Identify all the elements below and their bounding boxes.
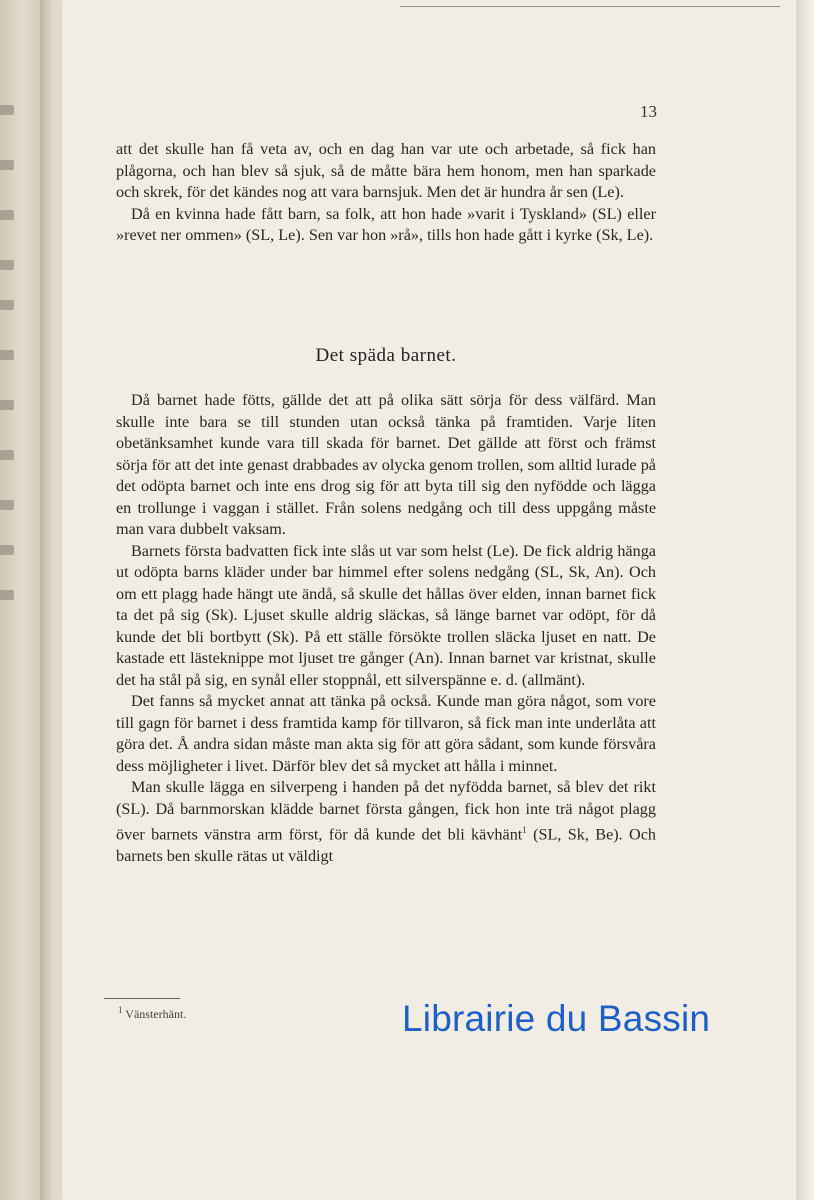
bleed-mark (0, 260, 14, 270)
footnote-mark: 1 (118, 1005, 123, 1015)
scan-edge-line (400, 6, 780, 7)
paragraph: att det skulle han få veta av, och en dag han var ute och arbetade, så fick han plågorna, och han blev så sjuk, så de måtte bära hem honom, men han sparkade och skrek, för det kändes nog att vara barnsjuk. Men det är hundra år sen (Le). (116, 140, 656, 201)
page-number: 13 (640, 102, 657, 121)
bleed-mark (0, 160, 14, 170)
paragraph: Då barnet hade fötts, gällde det att på olika sätt sörja för dess välfärd. Man skulle inte bara se till stunden utan också tänka på framtiden. Varje liten obetänksamhet kunde vara till skada för barnet. Det gällde att först och främst sörja för att det inte genast drabbades av olycka genom trollen, som alltid lurade på det odöpta barnet och inte ens drog sig för att byta till sig den nyfödde och lägga en trollunge i vaggan i stället. Från solens nedgång och till dess uppgång måste man vara dubbelt vaksam. (116, 391, 656, 538)
body-text-block (116, 390, 656, 867)
bleed-mark (0, 400, 14, 410)
paragraph: Det fanns så mycket annat att tänka på också. Kunde man göra något, som vore till gagn för barnet i dess framtida kamp för tillvaron, så fick man inte underlåta att göra det. Å andra sidan måste man akta sig för att göra sådant, som kunde försvåra dess möjligheter i livet. Därför blev det så mycket att hålla i minnet. (116, 692, 656, 775)
paragraph: Då en kvinna hade fått barn, sa folk, att hon hade »varit i Tyskland» (SL) eller »revet ner ommen» (SL, Le). Sen var hon »rå», tills hon hade gått i kyrke (Sk, Le). (116, 204, 656, 244)
bleed-mark (0, 300, 14, 310)
paragraph: Barnets första badvatten fick inte slås ut var som helst (Le). De fick aldrig hänga ut odöpta barns kläder under bar himmel efter solens nedgång (SL, Sk, An). Och om ett plagg hade hängt ute ändå, så skulle det hållas över elden, innan barnet fick ta det på sig (Sk). Ljuset skulle aldrig släckas, så länge barnet var odöpt, för då kunde det bli bortbytt (Sk). På ett ställe försökte trollen släcka ljuset en natt. De kastade ett lästeknippe mot ljuset tre gånger (An). Innan barnet var kristnat, skulle det ha stål på sig, en synål eller stoppnål, ett silverspänne e. d. (allmänt). (116, 541, 656, 689)
bleed-mark (0, 450, 14, 460)
paragraph-text: (SL, Sk, Be). Och barnets ben skulle rätas ut väldigt (116, 825, 656, 865)
bleed-mark (0, 590, 14, 600)
left-page-edge (0, 0, 40, 1200)
bleed-mark (0, 105, 14, 115)
footnote-reference: 1 (522, 825, 527, 835)
right-page-edge (796, 0, 814, 1200)
bleed-mark (0, 210, 14, 220)
top-text-block (116, 139, 656, 247)
paragraph-text: Man skulle lägga en silverpeng i handen på det nyfödda barnet, så blev det rikt (SL). Då barnmorskan klädde barnet första gången, fick hon inte trä något plagg över barnets vänstra arm först, för då kunde det bli kävhänt (116, 778, 656, 844)
bleed-mark (0, 350, 14, 360)
bleed-mark (0, 545, 14, 555)
paragraph (116, 777, 656, 867)
footnote-rule (104, 998, 180, 999)
footnote (118, 1005, 186, 1022)
seller-watermark: Librairie du Bassin (402, 998, 711, 1039)
bleed-mark (0, 500, 14, 510)
section-heading: Det späda barnet. (315, 345, 457, 366)
footnote-text: Vänsterhänt. (125, 1007, 187, 1021)
